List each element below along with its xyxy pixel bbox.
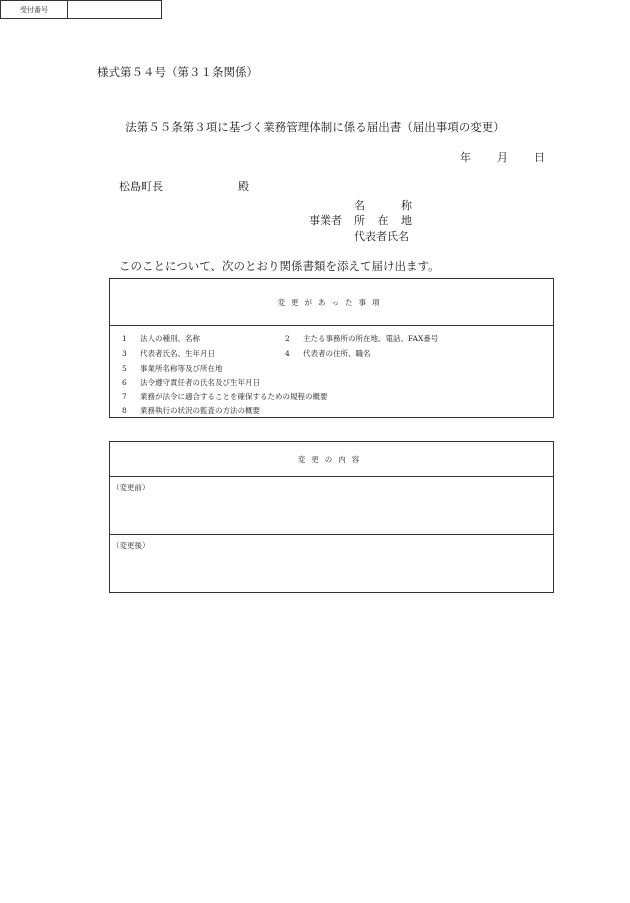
change-item-number: 1	[122, 334, 127, 343]
business-name-char: 称	[401, 199, 412, 212]
change-item	[122, 391, 328, 402]
before-label: （変更前）	[112, 483, 150, 492]
change-item-number: 7	[122, 392, 127, 401]
change-item	[285, 348, 371, 359]
receipt-number-box	[0, 0, 162, 19]
business-location-char: 地	[401, 214, 412, 227]
business-label: 事業者	[309, 214, 342, 227]
intro-text: このことについて、次のとおり関係書類を添えて届け出ます。	[119, 259, 440, 273]
changes-box-header: 変更があった事項	[110, 279, 553, 326]
addressee-name: 松島町長	[119, 180, 163, 193]
date-year-label: 年	[460, 151, 471, 164]
date-month-label: 月	[497, 151, 508, 164]
change-item-text: 事業所名称等及び所在地	[140, 364, 223, 373]
business-representative-label	[354, 228, 412, 244]
business-location-label	[354, 212, 412, 228]
business-name-label	[354, 197, 412, 213]
changes-box	[109, 278, 554, 418]
business-name-char: 名	[354, 199, 365, 212]
change-item-text: 主たる事務所の所在地、電話、FAX番号	[303, 334, 439, 343]
change-item	[122, 405, 260, 416]
change-item-text: 代表者氏名、生年月日	[140, 349, 215, 358]
content-box	[109, 441, 554, 593]
date-day-label: 日	[534, 151, 545, 164]
receipt-number-value[interactable]	[68, 1, 161, 18]
change-item-text: 代表者の住所、職名	[303, 349, 371, 358]
after-section[interactable]	[110, 535, 553, 592]
business-representative-text: 代表者氏名	[354, 230, 409, 243]
change-item-number: 2	[285, 334, 290, 343]
change-item-text: 業務執行の状況の監査の方法の概要	[140, 406, 260, 415]
change-item-text: 法令遵守責任者の氏名及び生年月日	[140, 378, 260, 387]
content-box-header: 変更の内容	[110, 442, 553, 477]
change-item-number: 6	[122, 378, 127, 387]
change-item-text: 業務が法令に適合することを確保するための規程の概要	[140, 392, 328, 401]
change-item-number: 8	[122, 406, 127, 415]
change-item-number: 5	[122, 364, 127, 373]
business-location-char: 在	[377, 214, 389, 227]
change-item	[285, 333, 438, 344]
before-section[interactable]	[110, 477, 553, 535]
change-item-text: 法人の種別、名称	[140, 334, 200, 343]
addressee-honorific: 殿	[238, 180, 249, 193]
document-title: 法第５５条第３項に基づく業務管理体制に係る届出書（届出事項の変更）	[125, 120, 505, 134]
change-item-number: 4	[285, 349, 290, 358]
after-label: （変更後）	[112, 541, 150, 550]
change-item	[122, 348, 215, 359]
form-number: 様式第５４号（第３１条関係）	[97, 65, 258, 79]
change-item	[122, 377, 260, 388]
change-item	[122, 363, 223, 374]
change-item-number: 3	[122, 349, 127, 358]
receipt-number-label: 受付番号	[1, 1, 68, 18]
change-item	[122, 333, 200, 344]
business-location-char: 所	[354, 214, 365, 227]
